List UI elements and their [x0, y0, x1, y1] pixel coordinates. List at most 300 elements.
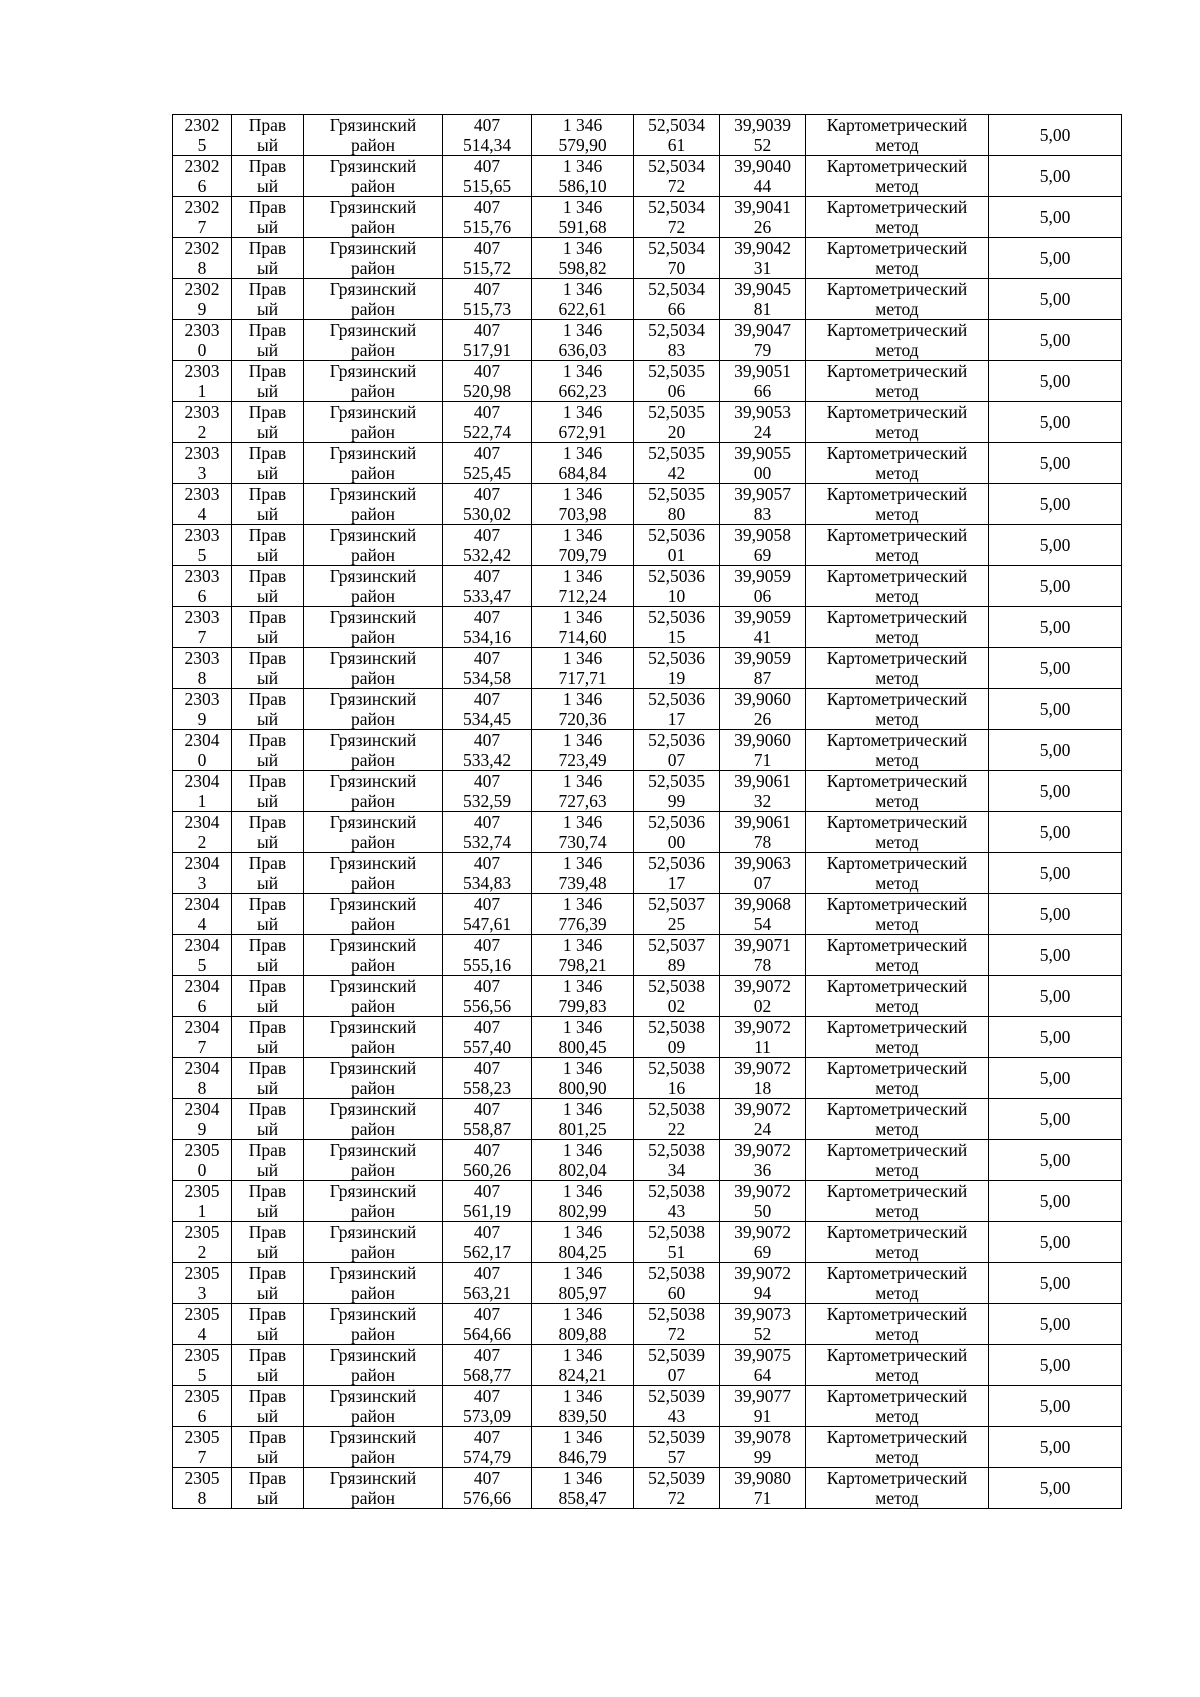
latitude-cell-line: 52,5035	[648, 402, 705, 422]
x-coordinate-cell	[443, 935, 532, 976]
accuracy-cell: 5,00	[989, 1263, 1122, 1304]
y-coordinate-cell	[532, 853, 634, 894]
latitude-cell-line: 52,5036	[648, 853, 705, 873]
bank-side-cell-line: ый	[256, 873, 279, 893]
latitude-cell-line: 52,5038	[648, 1140, 705, 1160]
y-coordinate-cell-line: 1 346	[562, 1140, 603, 1160]
method-cell-line: метод	[875, 1078, 919, 1098]
method-cell-line: Картометрический	[826, 1222, 968, 1242]
point-number-cell-line: 2304	[184, 1058, 220, 1078]
method-cell-line: Картометрический	[826, 689, 968, 709]
accuracy-cell: 5,00	[989, 976, 1122, 1017]
district-cell-line: район	[351, 1365, 395, 1385]
x-coordinate-cell-line: 407	[473, 156, 501, 176]
x-coordinate-cell	[443, 1304, 532, 1345]
bank-side-cell-line: Прав	[248, 156, 287, 176]
longitude-cell	[720, 1263, 806, 1304]
y-coordinate-cell	[532, 525, 634, 566]
point-number-cell-line: 2305	[184, 1222, 220, 1242]
bank-side-cell-line: Прав	[248, 1345, 287, 1365]
district-cell-line: Грязинский	[329, 1099, 417, 1119]
bank-side-cell-line: Прав	[248, 115, 287, 135]
y-coordinate-cell	[532, 361, 634, 402]
point-number-cell-line: 2303	[184, 689, 220, 709]
longitude-cell	[720, 730, 806, 771]
bank-side-cell-line: Прав	[248, 197, 287, 217]
longitude-cell-line: 39,9077	[734, 1386, 791, 1406]
bank-side-cell-line: ый	[256, 1160, 279, 1180]
latitude-cell-line: 52,5036	[648, 689, 705, 709]
latitude-cell	[634, 1263, 720, 1304]
bank-side-cell-line: Прав	[248, 279, 287, 299]
latitude-cell-line: 83	[667, 340, 686, 360]
latitude-cell	[634, 1304, 720, 1345]
x-coordinate-cell-line: 574,79	[462, 1447, 512, 1467]
latitude-cell	[634, 320, 720, 361]
x-coordinate-cell-line: 407	[473, 525, 501, 545]
method-cell-line: метод	[875, 422, 919, 442]
method-cell	[806, 1427, 989, 1468]
table-row	[173, 361, 1122, 402]
x-coordinate-cell-line: 407	[473, 1099, 501, 1119]
bank-side-cell	[232, 1345, 304, 1386]
bank-side-cell-line: ый	[256, 340, 279, 360]
longitude-cell-line: 66	[753, 381, 772, 401]
longitude-cell	[720, 484, 806, 525]
bank-side-cell	[232, 238, 304, 279]
latitude-cell-line: 70	[667, 258, 686, 278]
latitude-cell-line: 15	[667, 627, 686, 647]
x-coordinate-cell-line: 573,09	[462, 1406, 512, 1426]
x-coordinate-cell	[443, 402, 532, 443]
district-cell-line: Грязинский	[329, 156, 417, 176]
point-number-cell	[173, 1427, 232, 1468]
longitude-cell-line: 39,9051	[734, 361, 791, 381]
method-cell	[806, 1304, 989, 1345]
longitude-cell-line: 24	[753, 1119, 772, 1139]
method-cell	[806, 730, 989, 771]
method-cell-line: Картометрический	[826, 566, 968, 586]
bank-side-cell-line: Прав	[248, 1222, 287, 1242]
longitude-cell-line: 39,9072	[734, 1058, 791, 1078]
method-cell-line: метод	[875, 1242, 919, 1262]
y-coordinate-cell-line: 809,88	[558, 1324, 607, 1344]
latitude-cell-line: 52,5037	[648, 894, 705, 914]
point-number-cell-line: 8	[197, 668, 207, 688]
table-row	[173, 1017, 1122, 1058]
district-cell	[304, 853, 443, 894]
district-cell-line: район	[351, 422, 395, 442]
table-row	[173, 1345, 1122, 1386]
x-coordinate-cell-line: 407	[473, 1386, 501, 1406]
latitude-cell-line: 60	[667, 1283, 686, 1303]
longitude-cell-line: 02	[753, 996, 772, 1016]
point-number-cell-line: 2302	[184, 197, 220, 217]
x-coordinate-cell-line: 407	[473, 1427, 501, 1447]
point-number-cell-line: 2304	[184, 771, 220, 791]
latitude-cell	[634, 197, 720, 238]
district-cell-line: район	[351, 955, 395, 975]
longitude-cell-line: 39,9072	[734, 1140, 791, 1160]
point-number-cell-line: 2304	[184, 976, 220, 996]
method-cell	[806, 607, 989, 648]
bank-side-cell	[232, 484, 304, 525]
latitude-cell-line: 01	[667, 545, 686, 565]
method-cell-line: Картометрический	[826, 730, 968, 750]
district-cell-line: район	[351, 914, 395, 934]
method-cell-line: Картометрический	[826, 894, 968, 914]
point-number-cell-line: 1	[197, 1201, 207, 1221]
longitude-cell-line: 39,9075	[734, 1345, 791, 1365]
longitude-cell-line: 99	[753, 1447, 772, 1467]
accuracy-cell: 5,00	[989, 484, 1122, 525]
y-coordinate-cell	[532, 1140, 634, 1181]
table-row	[173, 812, 1122, 853]
x-coordinate-cell-line: 407	[473, 320, 501, 340]
point-number-cell-line: 0	[197, 340, 207, 360]
bank-side-cell	[232, 1181, 304, 1222]
longitude-cell	[720, 525, 806, 566]
method-cell-line: метод	[875, 1283, 919, 1303]
y-coordinate-cell-line: 714,60	[558, 627, 607, 647]
y-coordinate-cell-line: 800,45	[558, 1037, 607, 1057]
latitude-cell-line: 52,5039	[648, 1386, 705, 1406]
point-number-cell	[173, 1468, 232, 1509]
method-cell-line: метод	[875, 299, 919, 319]
method-cell-line: метод	[875, 504, 919, 524]
bank-side-cell	[232, 1017, 304, 1058]
bank-side-cell-line: Прав	[248, 402, 287, 422]
longitude-cell-line: 39,9073	[734, 1304, 791, 1324]
accuracy-cell: 5,00	[989, 1304, 1122, 1345]
point-number-cell-line: 1	[197, 381, 207, 401]
x-coordinate-cell-line: 576,66	[462, 1488, 512, 1508]
point-number-cell-line: 2305	[184, 1468, 220, 1488]
longitude-cell	[720, 894, 806, 935]
bank-side-cell-line: ый	[256, 1037, 279, 1057]
y-coordinate-cell	[532, 238, 634, 279]
latitude-cell	[634, 648, 720, 689]
method-cell-line: Картометрический	[826, 197, 968, 217]
longitude-cell-line: 39,9041	[734, 197, 791, 217]
method-cell-line: метод	[875, 709, 919, 729]
bank-side-cell-line: Прав	[248, 238, 287, 258]
latitude-cell-line: 52,5038	[648, 1304, 705, 1324]
x-coordinate-cell-line: 407	[473, 443, 501, 463]
y-coordinate-cell-line: 800,90	[558, 1078, 607, 1098]
table-row	[173, 156, 1122, 197]
point-number-cell	[173, 443, 232, 484]
y-coordinate-cell-line: 1 346	[562, 853, 603, 873]
method-cell	[806, 238, 989, 279]
longitude-cell-line: 39,9059	[734, 566, 791, 586]
latitude-cell-line: 52,5038	[648, 976, 705, 996]
y-coordinate-cell-line: 672,91	[558, 422, 607, 442]
bank-side-cell-line: ый	[256, 135, 279, 155]
longitude-cell-line: 00	[753, 463, 772, 483]
point-number-cell-line: 0	[197, 1160, 207, 1180]
longitude-cell-line: 18	[753, 1078, 772, 1098]
y-coordinate-cell	[532, 566, 634, 607]
accuracy-cell: 5,00	[989, 730, 1122, 771]
accuracy-cell: 5,00	[989, 1222, 1122, 1263]
x-coordinate-cell-line: 515,72	[462, 258, 512, 278]
district-cell-line: Грязинский	[329, 1386, 417, 1406]
bank-side-cell	[232, 853, 304, 894]
y-coordinate-cell-line: 712,24	[558, 586, 607, 606]
longitude-cell-line: 39,9072	[734, 1263, 791, 1283]
method-cell-line: метод	[875, 750, 919, 770]
table-row	[173, 1468, 1122, 1509]
longitude-cell-line: 11	[754, 1037, 771, 1057]
bank-side-cell-line: ый	[256, 1119, 279, 1139]
district-cell-line: Грязинский	[329, 320, 417, 340]
method-cell	[806, 1099, 989, 1140]
point-number-cell-line: 7	[197, 1447, 207, 1467]
x-coordinate-cell-line: 556,56	[462, 996, 512, 1016]
point-number-cell-line: 6	[197, 1406, 207, 1426]
y-coordinate-cell-line: 1 346	[562, 525, 603, 545]
method-cell-line: метод	[875, 996, 919, 1016]
table-row	[173, 443, 1122, 484]
district-cell-line: район	[351, 1119, 395, 1139]
longitude-cell	[720, 1181, 806, 1222]
x-coordinate-cell	[443, 1222, 532, 1263]
method-cell	[806, 648, 989, 689]
bank-side-cell	[232, 279, 304, 320]
district-cell-line: Грязинский	[329, 771, 417, 791]
x-coordinate-cell-line: 561,19	[462, 1201, 512, 1221]
point-number-cell	[173, 402, 232, 443]
latitude-cell	[634, 1181, 720, 1222]
x-coordinate-cell-line: 407	[473, 115, 501, 135]
latitude-cell-line: 07	[667, 750, 686, 770]
x-coordinate-cell-line: 522,74	[462, 422, 512, 442]
latitude-cell-line: 07	[667, 1365, 686, 1385]
district-cell-line: Грязинский	[329, 525, 417, 545]
point-number-cell	[173, 320, 232, 361]
bank-side-cell-line: Прав	[248, 1140, 287, 1160]
latitude-cell	[634, 1427, 720, 1468]
latitude-cell-line: 43	[667, 1201, 686, 1221]
point-number-cell-line: 4	[197, 1324, 207, 1344]
latitude-cell	[634, 1222, 720, 1263]
x-coordinate-cell-line: 563,21	[462, 1283, 512, 1303]
bank-side-cell	[232, 648, 304, 689]
method-cell-line: метод	[875, 258, 919, 278]
point-number-cell-line: 2303	[184, 361, 220, 381]
longitude-cell	[720, 115, 806, 156]
latitude-cell-line: 43	[667, 1406, 686, 1426]
district-cell-line: Грязинский	[329, 402, 417, 422]
y-coordinate-cell-line: 1 346	[562, 484, 603, 504]
latitude-cell	[634, 894, 720, 935]
point-number-cell	[173, 197, 232, 238]
method-cell-line: Картометрический	[826, 238, 968, 258]
table-row	[173, 1099, 1122, 1140]
x-coordinate-cell-line: 568,77	[462, 1365, 512, 1385]
latitude-cell-line: 52,5036	[648, 566, 705, 586]
x-coordinate-cell	[443, 1181, 532, 1222]
longitude-cell-line: 39,9060	[734, 689, 791, 709]
x-coordinate-cell-line: 555,16	[462, 955, 512, 975]
longitude-cell-line: 39,9060	[734, 730, 791, 750]
point-number-cell-line: 2303	[184, 402, 220, 422]
x-coordinate-cell-line: 530,02	[462, 504, 512, 524]
accuracy-cell: 5,00	[989, 1386, 1122, 1427]
bank-side-cell-line: ый	[256, 750, 279, 770]
latitude-cell-line: 52,5038	[648, 1099, 705, 1119]
method-cell	[806, 1263, 989, 1304]
longitude-cell	[720, 689, 806, 730]
method-cell	[806, 771, 989, 812]
y-coordinate-cell-line: 1 346	[562, 607, 603, 627]
point-number-cell-line: 2303	[184, 484, 220, 504]
x-coordinate-cell-line: 515,73	[462, 299, 512, 319]
district-cell	[304, 1017, 443, 1058]
method-cell-line: Картометрический	[826, 402, 968, 422]
y-coordinate-cell-line: 1 346	[562, 812, 603, 832]
district-cell	[304, 648, 443, 689]
x-coordinate-cell-line: 562,17	[462, 1242, 512, 1262]
y-coordinate-cell-line: 720,36	[558, 709, 607, 729]
method-cell-line: Картометрический	[826, 115, 968, 135]
x-coordinate-cell	[443, 771, 532, 812]
method-cell-line: метод	[875, 1324, 919, 1344]
district-cell-line: Грязинский	[329, 115, 417, 135]
district-cell	[304, 1427, 443, 1468]
latitude-cell-line: 17	[667, 873, 686, 893]
y-coordinate-cell	[532, 1058, 634, 1099]
y-coordinate-cell-line: 636,03	[558, 340, 607, 360]
method-cell	[806, 525, 989, 566]
bank-side-cell-line: ый	[256, 217, 279, 237]
bank-side-cell	[232, 1427, 304, 1468]
longitude-cell-line: 69	[753, 545, 772, 565]
point-number-cell-line: 2304	[184, 812, 220, 832]
longitude-cell-line: 71	[753, 1488, 772, 1508]
district-cell	[304, 156, 443, 197]
x-coordinate-cell-line: 407	[473, 197, 501, 217]
latitude-cell-line: 52,5038	[648, 1017, 705, 1037]
y-coordinate-cell-line: 1 346	[562, 115, 603, 135]
latitude-cell	[634, 525, 720, 566]
point-number-cell-line: 2304	[184, 1017, 220, 1037]
longitude-cell	[720, 566, 806, 607]
longitude-cell-line: 06	[753, 586, 772, 606]
bank-side-cell	[232, 771, 304, 812]
bank-side-cell-line: ый	[256, 176, 279, 196]
y-coordinate-cell-line: 1 346	[562, 1058, 603, 1078]
point-number-cell-line: 2302	[184, 238, 220, 258]
bank-side-cell-line: Прав	[248, 771, 287, 791]
point-number-cell	[173, 1099, 232, 1140]
point-number-cell	[173, 361, 232, 402]
point-number-cell-line: 2	[197, 832, 207, 852]
latitude-cell-line: 72	[667, 1324, 686, 1344]
x-coordinate-cell	[443, 730, 532, 771]
x-coordinate-cell	[443, 1140, 532, 1181]
x-coordinate-cell	[443, 156, 532, 197]
method-cell-line: метод	[875, 1447, 919, 1467]
point-number-cell	[173, 894, 232, 935]
district-cell-line: Грязинский	[329, 935, 417, 955]
method-cell-line: метод	[875, 1160, 919, 1180]
method-cell-line: метод	[875, 135, 919, 155]
latitude-cell-line: 72	[667, 217, 686, 237]
method-cell-line: Картометрический	[826, 1427, 968, 1447]
point-number-cell-line: 8	[197, 258, 207, 278]
bank-side-cell-line: Прав	[248, 1427, 287, 1447]
method-cell	[806, 566, 989, 607]
district-cell-line: район	[351, 832, 395, 852]
district-cell	[304, 771, 443, 812]
method-cell	[806, 812, 989, 853]
y-coordinate-cell-line: 739,48	[558, 873, 607, 893]
method-cell	[806, 1345, 989, 1386]
longitude-cell	[720, 1017, 806, 1058]
method-cell	[806, 976, 989, 1017]
x-coordinate-cell	[443, 361, 532, 402]
district-cell-line: Грязинский	[329, 1427, 417, 1447]
point-number-cell	[173, 1345, 232, 1386]
latitude-cell-line: 52,5036	[648, 730, 705, 750]
y-coordinate-cell-line: 1 346	[562, 935, 603, 955]
table-row	[173, 1263, 1122, 1304]
latitude-cell-line: 72	[667, 176, 686, 196]
method-cell	[806, 443, 989, 484]
longitude-cell-line: 50	[753, 1201, 772, 1221]
point-number-cell-line: 2305	[184, 1140, 220, 1160]
latitude-cell	[634, 771, 720, 812]
district-cell	[304, 361, 443, 402]
latitude-cell-line: 99	[667, 791, 686, 811]
method-cell-line: Картометрический	[826, 1140, 968, 1160]
longitude-cell-line: 78	[753, 832, 772, 852]
district-cell-line: Грязинский	[329, 1468, 417, 1488]
district-cell	[304, 894, 443, 935]
latitude-cell-line: 34	[667, 1160, 686, 1180]
x-coordinate-cell-line: 407	[473, 1058, 501, 1078]
y-coordinate-cell-line: 1 346	[562, 361, 603, 381]
method-cell-line: метод	[875, 545, 919, 565]
point-number-cell-line: 8	[197, 1078, 207, 1098]
method-cell	[806, 279, 989, 320]
district-cell-line: район	[351, 176, 395, 196]
bank-side-cell-line: Прав	[248, 607, 287, 627]
district-cell-line: район	[351, 545, 395, 565]
y-coordinate-cell	[532, 1263, 634, 1304]
latitude-cell	[634, 1058, 720, 1099]
bank-side-cell	[232, 1304, 304, 1345]
latitude-cell-line: 00	[667, 832, 686, 852]
bank-side-cell-line: ый	[256, 463, 279, 483]
bank-side-cell	[232, 607, 304, 648]
method-cell-line: метод	[875, 586, 919, 606]
point-number-cell-line: 2303	[184, 443, 220, 463]
district-cell-line: район	[351, 1283, 395, 1303]
method-cell-line: метод	[875, 1406, 919, 1426]
method-cell-line: метод	[875, 1488, 919, 1508]
x-coordinate-cell	[443, 976, 532, 1017]
point-number-cell-line: 1	[197, 791, 207, 811]
longitude-cell	[720, 1140, 806, 1181]
y-coordinate-cell	[532, 730, 634, 771]
bank-side-cell	[232, 1058, 304, 1099]
district-cell-line: Грязинский	[329, 648, 417, 668]
method-cell-line: Картометрический	[826, 976, 968, 996]
district-cell	[304, 1468, 443, 1509]
